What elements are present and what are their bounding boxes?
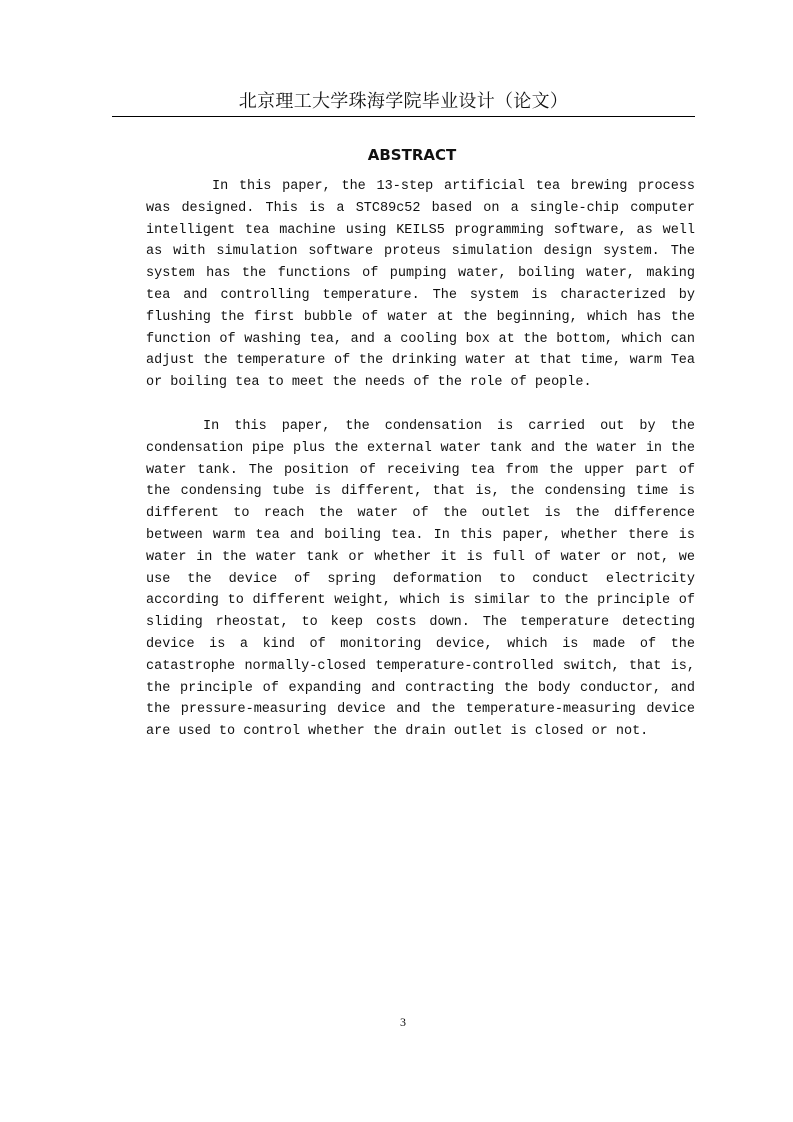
page-header-title: 北京理工大学珠海学院毕业设计（论文）: [112, 90, 695, 117]
abstract-paragraph-2: In this paper, the condensation is carried out by the condensation pipe plus the external water tank and the water in the water tank. The position of receiving tea from the upper part of the condensing tube is different, that is, the condensing time is different to reach the water of the outlet is the difference between warm tea and boiling tea. In this paper, whether there is water in the water tank or whether it is full of water or not, we use the device of spring deformation to conduct electricity according to different weight, which is similar to the principle of sliding rheostat, to keep costs down. The temperature detecting device is a kind of monitoring device, which is made of the catastrophe normally-closed temperature-controlled switch, that is, the principle of expanding and contracting the body conductor, and the pressure-measuring device and the temperature-measuring device are used to control whether the drain outlet is closed or not.: [146, 418, 695, 740]
abstract-body: [146, 176, 695, 743]
page-number: 3: [400, 1015, 406, 1029]
abstract-paragraph-1: In this paper, the 13-step artificial tea brewing process was designed. This is a STC89c52 based on a single-chip computer intelligent tea machine using KEILS5 programming software, as well as with simulation software proteus simulation design system. The system has the functions of pumping water, boiling water, making tea and controlling temperature. The system is characterized by flushing the first bubble of water at the beginning, which has the function of washing tea, and a cooling box at the bottom, which can adjust the temperature of the drinking water at that time, warm Tea or boiling tea to meet the needs of the role of people.: [146, 179, 695, 391]
abstract-heading: ABSTRACT: [367, 146, 457, 164]
